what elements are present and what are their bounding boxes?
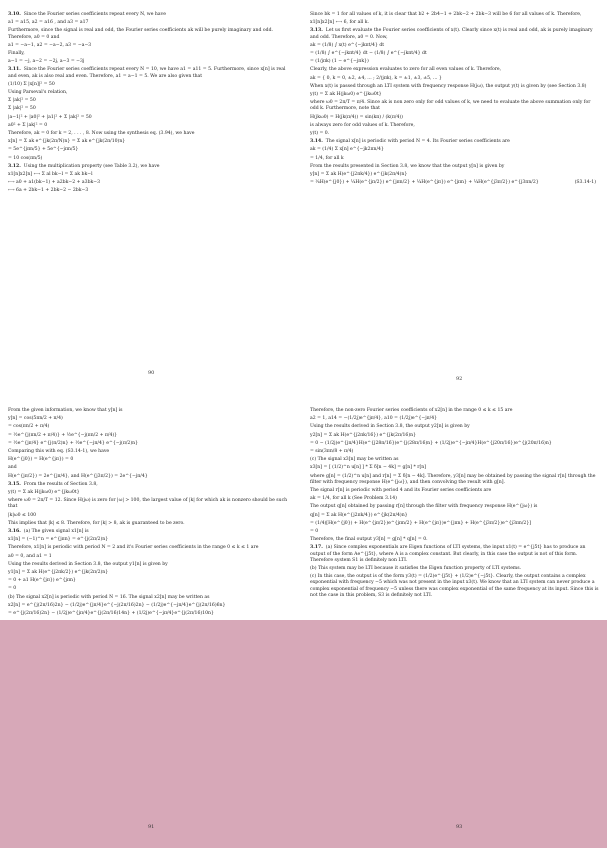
equation-line bbox=[8, 82, 290, 88]
equation-text: H(jkω0) = H(jk(π/4)) = sin(kπ) / (k(π/4)) bbox=[310, 114, 403, 120]
paragraph bbox=[310, 424, 600, 430]
equation-text: = 0 − (1/2j)e^{jπ/4}H(e^{j28π/16})e^{j(28π/16)n} + (1/2j)e^{−jπ/4}H(e^{j20π/16})e^{j(20π/16)n} bbox=[310, 440, 552, 446]
equation-line bbox=[8, 578, 290, 584]
paragraph-text: From the given information, we know that y[n] is bbox=[8, 408, 123, 413]
equation-text: = 0 bbox=[8, 586, 17, 592]
paragraph bbox=[310, 67, 600, 73]
equation-text: |k|ω0 ≤ 100 bbox=[8, 512, 37, 518]
equation-text: y(t) = 0. bbox=[310, 131, 330, 137]
equation-line bbox=[8, 115, 290, 121]
equation-line bbox=[8, 603, 290, 609]
equation-text: |a−1|² + |a0|² + |a1|² + Σ |ak|² = 50 bbox=[8, 114, 92, 120]
equation-line bbox=[8, 98, 290, 104]
equation-line bbox=[8, 441, 290, 447]
equation-text: = 0 bbox=[310, 529, 319, 535]
page-90-column bbox=[8, 12, 290, 197]
paragraph bbox=[310, 84, 600, 90]
equation-text: (1/10) Σ |x[n]|² = 50 bbox=[8, 81, 55, 87]
equation-text: a1 = a15, a2 = a16 , and a3 = a17 bbox=[8, 20, 89, 26]
paragraph-text: Therefore, ak = 0 for k = 2, . . . , 8. Now using the synthesis eq. (3.94), we have bbox=[8, 131, 195, 137]
paragraph bbox=[310, 164, 600, 170]
paragraph bbox=[8, 408, 290, 414]
equation-line bbox=[8, 180, 290, 186]
equation-line bbox=[310, 172, 600, 178]
equation-text: a−1 = −j, a−2 = −2j, a−3 = −3j bbox=[8, 59, 85, 65]
equation-line bbox=[310, 496, 600, 502]
equation-text: x3[n] = [ (1/2)^n u[n] ] * Σ δ[n − 4k] = g[n] * r[n] bbox=[310, 465, 426, 471]
pink-background-band bbox=[0, 620, 607, 848]
paragraph bbox=[8, 498, 290, 510]
equation-text: ak = 1/4, for all k (See Problem 3.14) bbox=[310, 496, 397, 502]
paragraph-text: where ω0 = 2π/T = π/4. Since ak is non zero only for odd values of k, we need to evaluate the above summation only for odd k. Furthermore, note that bbox=[310, 100, 591, 112]
equation-line bbox=[310, 465, 600, 471]
equation-line bbox=[310, 51, 600, 57]
equation-line bbox=[310, 131, 600, 137]
equation-line bbox=[8, 156, 290, 162]
paragraph-text: (a) The given signal x1[n] is bbox=[23, 529, 89, 535]
problem-number: 3.11. bbox=[8, 67, 21, 73]
equation-text: x1[n] = (−1)^n = e^{jπn} = e^{j(2π/2)n} bbox=[8, 537, 109, 543]
paragraph-text: Using the multiplication property (see Table 3.2), we have bbox=[23, 163, 160, 169]
paragraph bbox=[8, 131, 290, 137]
problem-number: 3.14. bbox=[310, 139, 323, 145]
equation-text: Σ |ak|² = 50 bbox=[8, 106, 36, 112]
paragraph bbox=[310, 537, 600, 543]
equation-text: = sin(3πn/8 + π/4) bbox=[310, 449, 354, 455]
equation-line bbox=[8, 172, 290, 178]
equation-text: y[n] = Σ ak H(e^{j2πk/4}) e^{jk(2π/4)n} bbox=[310, 172, 408, 178]
paragraph bbox=[8, 521, 290, 527]
equation-line bbox=[8, 43, 290, 49]
equation-line bbox=[310, 147, 600, 153]
paragraph bbox=[8, 164, 290, 170]
equation-line bbox=[8, 611, 290, 617]
equation-text: y1[n] = Σ ak H(e^{j2πk/2}) e^{jk(2π/2)n} bbox=[8, 570, 109, 576]
equation-line bbox=[310, 43, 600, 49]
paragraph-text: Since the Fourier series coefficients repeat every N = 10, we have a1 = a11 = 5. Furthermore, since x[n] is real and even, ak is also real and even. Therefore, a1 = a−1 = 5. We are also given that bbox=[8, 67, 286, 79]
paragraph-text: Comparing this with eq. (S3.14-1), we have bbox=[8, 449, 110, 455]
paragraph bbox=[8, 90, 290, 96]
paragraph-text: The signal x[n] is periodic with period N = 4. Its Fourier series coefficients are bbox=[325, 139, 510, 145]
paragraph-text: When x(t) is passed through an LTI system with frequency response H(jω), the output y(t) is given by (see Section 3.8) bbox=[310, 83, 587, 89]
equation-text: = (1/4)[H(e^{j0}) + H(e^{jπ/2})e^{jπn/2} + H(e^{jπ})e^{jπn} + H(e^{j3π/2})e^{j3πn/2}] bbox=[310, 520, 532, 526]
paragraph-text: The signal r[n] is periodic with period 4 and its Fourier series coefficients are bbox=[310, 488, 492, 494]
equation-text: a0² + Σ |ak|² = 0 bbox=[8, 122, 48, 128]
paragraph bbox=[310, 574, 600, 599]
paragraph-text: and bbox=[8, 465, 17, 471]
paragraph bbox=[310, 408, 600, 414]
paragraph bbox=[8, 51, 290, 57]
page-93-column bbox=[310, 408, 600, 601]
paragraph-text: From the results of Section 3.8, bbox=[23, 481, 98, 487]
equation-line bbox=[310, 20, 600, 26]
problem-number: 3.16. bbox=[8, 529, 21, 535]
problem-number: 3.17. bbox=[310, 545, 323, 551]
paragraph bbox=[310, 100, 600, 112]
paragraph-text: Therefore, the non-zero Fourier series coefficients of x2[n] in the range 0 ≤ k ≤ 15 are bbox=[310, 408, 513, 413]
equation-line bbox=[310, 76, 600, 82]
equation-line bbox=[8, 416, 290, 422]
paragraph bbox=[310, 123, 600, 129]
equation-line bbox=[8, 59, 290, 65]
page-92-column bbox=[310, 12, 600, 188]
equation-line bbox=[8, 457, 290, 463]
paragraph bbox=[8, 28, 290, 40]
equation-text: = 5e^{jπn/5} + 5e^{−jπn/5} bbox=[8, 147, 79, 153]
problem-number: 3.13. bbox=[310, 28, 323, 34]
equation-text: y(t) = Σ ak H(jkω0) e^{jkω0t} bbox=[8, 490, 80, 496]
paragraph-text: where g[n] = (1/2)^n u[n] and r[n] = Σ δ[n − 4k]. Therefore, y3[n] may be obtained by passing the signal r[n] through the filter with frequency response H(e^{jω}), and then convolving the result with g[n]. bbox=[310, 473, 596, 485]
equation-text: = ½e^{j(πn/2 + π/4)} + ½e^{−j(πn/2 + π/4)} bbox=[8, 432, 118, 438]
equation-line bbox=[8, 586, 290, 592]
equation-line bbox=[310, 92, 600, 98]
equation-line bbox=[8, 490, 290, 496]
equation-text: ak = { 0, k = 0, ±2, ±4, ... ; 2/(jπk), k = ±1, ±3, ±5, ... } bbox=[310, 75, 442, 81]
paragraph bbox=[8, 529, 290, 535]
equation-line bbox=[310, 156, 600, 162]
equation-line bbox=[310, 416, 600, 422]
paragraph-text: Since the Fourier series coefficients repeat every N, we have bbox=[23, 12, 166, 17]
paragraph bbox=[310, 12, 600, 18]
paragraph-text: (c) The signal x3[n] may be written as bbox=[310, 457, 399, 463]
equation-text: x[n] = Σ ak e^{jk(2π/N)n} = Σ ak e^{jk(2π/10)n} bbox=[8, 139, 126, 145]
equation-line bbox=[8, 123, 290, 129]
paragraph-text: (a) Since complex exponentials are Eigen functions of LTI systems, the input x1(t) = e^{j5t} has to produce an output of the form Ae^{j5t}, where A is a complex constant. But clearly, in this case the output is not of this form. Therefore system S1 is definitely non LTI. bbox=[310, 545, 586, 563]
equation-text: = 0 + a1 H(e^{jπ}) e^{jπn} bbox=[8, 578, 76, 584]
equation-text: a2 = 1, a14 = −(1/2j)e^{jπ/4}, a10 = (1/2j)e^{−jπ/4} bbox=[310, 416, 438, 422]
equation-text: ⟷ 6a + 2bk−1 + 2bk−2 − 2bk−3 bbox=[8, 188, 89, 194]
paragraph bbox=[310, 545, 600, 564]
equation-line bbox=[8, 188, 290, 194]
equation-text: q[n] = Σ ak H(e^{j2πk/4}) e^{jk(2π/4)n} bbox=[310, 512, 408, 518]
paragraph bbox=[310, 566, 600, 572]
equation-text: = (1/jπk) (1 − e^{−jπk}) bbox=[310, 59, 369, 65]
paragraph bbox=[310, 474, 600, 486]
paragraph-text: The output q[n] obtained by passing r[n] through the filter with frequency response H(e^{jω}) is bbox=[310, 504, 538, 510]
page-number-92: 92 bbox=[456, 376, 463, 382]
equation-line bbox=[310, 433, 600, 439]
paragraph bbox=[8, 449, 290, 455]
paragraph-text: This implies that |k| ≤ 8. Therefore, for |k| > 8, ak is guaranteed to be zero. bbox=[8, 520, 185, 526]
paragraph-text: Using the results derived in Section 3.8, the output y2[n] is given by bbox=[310, 424, 470, 430]
paragraph-text: Therefore, x1[n] is periodic with period N = 2 and it's Fourier series coefficients in the range 0 ≤ k ≤ 1 are bbox=[8, 545, 259, 551]
equation-line bbox=[8, 537, 290, 543]
equation-text: y2[n] = Σ ak H(e^{j2πk/16}) e^{jk(2π/16)n} bbox=[310, 432, 417, 438]
equation-line bbox=[8, 139, 290, 145]
paragraph-text: Since bk = 1 for all values of k, it is clear that b2 + 2b4−1 + 2bk−2 + 2bk−3 will be 6 for all values of k. Therefore, bbox=[310, 12, 582, 17]
equation-text: x2[n] = e^{j(2π/16)2n} − (1/2j)e^{jπ/4}e^{−j(2π/16)2n} − (1/2j)e^{−jπ/4}e^{j(2π/16)6n} bbox=[8, 602, 226, 608]
equation-line bbox=[8, 20, 290, 26]
equation-text: Σ |ak|² = 50 bbox=[8, 98, 36, 104]
equation-text: a1 = −a−1, a2 = −a−2, a3 = −a−3 bbox=[8, 42, 92, 48]
equation-tag: (S3.14-1) bbox=[574, 180, 596, 186]
equation-line bbox=[8, 554, 290, 560]
equation-line bbox=[8, 474, 290, 480]
paragraph-text: Finally, bbox=[8, 51, 25, 57]
equation-text: y(t) = Σ ak H(jkω0) e^{jkω0t} bbox=[310, 92, 382, 98]
paragraph bbox=[8, 465, 290, 471]
paragraph bbox=[310, 457, 600, 463]
equation-line bbox=[8, 433, 290, 439]
equation-text: = cos(πn/2 + π/4) bbox=[8, 424, 50, 430]
paragraph bbox=[8, 67, 290, 79]
paragraph-text: (b) The signal x2[n] is periodic with period N = 16. The signal x2[n] may be written as bbox=[8, 594, 210, 600]
equation-line bbox=[310, 513, 600, 519]
paragraph bbox=[310, 28, 600, 40]
page-number-90: 90 bbox=[148, 370, 155, 376]
equation-text: = 10 cos(πn/5) bbox=[8, 155, 43, 161]
equation-text: a0 = 0, and a1 = 1 bbox=[8, 553, 52, 559]
equation-text: H(e^{j0}) = H(e^{jπ}) = 0 bbox=[8, 457, 74, 463]
paragraph-text: Therefore, the final output y3[n] = g[n] * q[n] = 0. bbox=[310, 537, 428, 543]
equation-text: = e^{j(2π/16)2n} − (1/2j)e^{jπ/4}e^{j(2π/16)14n} + (1/2j)e^{−jπ/4}e^{j(2π/16)10n} bbox=[8, 611, 214, 617]
equation-line bbox=[8, 570, 290, 576]
equation-text: = 1/4, for all k bbox=[310, 155, 344, 161]
equation-text: x1[n]x2[n] ⟷ Σ al bk−l = Σ ak bk−l bbox=[8, 172, 93, 178]
equation-line bbox=[310, 449, 600, 455]
paragraph bbox=[310, 504, 600, 510]
paragraph-text: (c) In this case, the output is of the form y3(t) = (1/2)e^{j5t} + (1/2)e^{−j5t}. Clearly, the output contains a complex exponential with frequency −5 which was not present in the input x3(t). We know that an LTI system can never produce a complex exponential of frequency −5 unless there was complex exponential of the same frequency at its input. Since this is not the case in this problem, S3 is definitely not LTI. bbox=[310, 574, 599, 598]
paragraph bbox=[8, 562, 290, 568]
paragraph-text: (b) This system may be LTI because it satisfies the Eigen function property of LTI systems. bbox=[310, 566, 522, 572]
equation-text: = (1/8) ∫ e^{−jkπt/4} dt − (1/8) ∫ e^{−jkπt/4} dt bbox=[310, 51, 427, 57]
page-91-column bbox=[8, 408, 290, 619]
equation-line bbox=[8, 147, 290, 153]
equation-text: x1[n]x2[n] ⟷ 6, for all k. bbox=[310, 20, 369, 26]
equation-line bbox=[310, 59, 600, 65]
equation-text: ak = (1/4) Σ x[n] e^{−jk2πn/4} bbox=[310, 147, 384, 153]
paragraph-text: Using the results derived in Section 3.8, the output y1[n] is given by bbox=[8, 561, 168, 567]
paragraph bbox=[8, 12, 290, 18]
equation-line bbox=[310, 115, 600, 121]
equation-text: = ¼H(e^{j0}) + ¼H(e^{jπ/2}) e^{jπn/2} + ¼H(e^{jπ}) e^{jπn} + ¼H(e^{j3π/2}) e^{j3πn/2} bbox=[310, 180, 539, 186]
paragraph bbox=[310, 139, 600, 145]
equation-line bbox=[310, 180, 600, 186]
page-number-91: 91 bbox=[148, 824, 155, 830]
equation-text: ak = (1/8) ∫ x(t) e^{−jkπt/4} dt bbox=[310, 42, 385, 48]
problem-number: 3.12. bbox=[8, 163, 21, 169]
paragraph bbox=[8, 545, 290, 551]
equation-line bbox=[8, 106, 290, 112]
equation-line bbox=[310, 441, 600, 447]
paragraph-text: where ω0 = 2π/T = 12. Since H(jω) is zero for |ω| > 100, the largest value of |k| for which ak is nonzero should be such that bbox=[8, 498, 288, 510]
equation-line bbox=[310, 521, 600, 527]
paragraph-text: Let us first evaluate the Fourier series coefficients of x(t). Clearly since x(t) is real and odd, ak is purely imaginary and odd. Therefore, a0 = 0. Now, bbox=[310, 28, 593, 40]
paragraph-text: Clearly, the above expression evaluates to zero for all even values of k. Therefore, bbox=[310, 67, 502, 73]
equation-text: ⟷ a0 + a1(bk−1) + a2bk−2 + a3bk−3 bbox=[8, 180, 101, 186]
equation-line bbox=[8, 513, 290, 519]
page-number-93: 93 bbox=[456, 824, 463, 830]
equation-line bbox=[310, 529, 600, 535]
paragraph bbox=[8, 482, 290, 488]
equation-text: y[n] = cos(5πn/2 + π/4) bbox=[8, 416, 63, 422]
paragraph bbox=[8, 595, 290, 601]
equation-text: = ½e^{jπ/4} e^{j(π/2)n} + ½e^{−jπ/4} e^{−j(π/2)n} bbox=[8, 440, 138, 446]
equation-line bbox=[8, 424, 290, 430]
paragraph bbox=[310, 488, 600, 494]
problem-number: 3.10. bbox=[8, 12, 21, 17]
paragraph-text: Using Parseval's relation, bbox=[8, 90, 68, 96]
problem-number: 3.15. bbox=[8, 481, 21, 487]
paragraph-text: Furthermore, since the signal is real and odd, the Fourier series coefficients ak will be purely imaginary and odd. Therefore, a0 = 0 and bbox=[8, 28, 273, 40]
equation-text: H(e^{jπ/2}) = 2e^{jπ/4}, and H(e^{j3π/2}) = 2e^{−jπ/4} bbox=[8, 473, 148, 479]
paragraph-text: is always zero for odd values of k. Therefore, bbox=[310, 122, 415, 128]
paragraph-text: From the results presented in Section 3.8, we know that the output y[n] is given by bbox=[310, 163, 505, 169]
